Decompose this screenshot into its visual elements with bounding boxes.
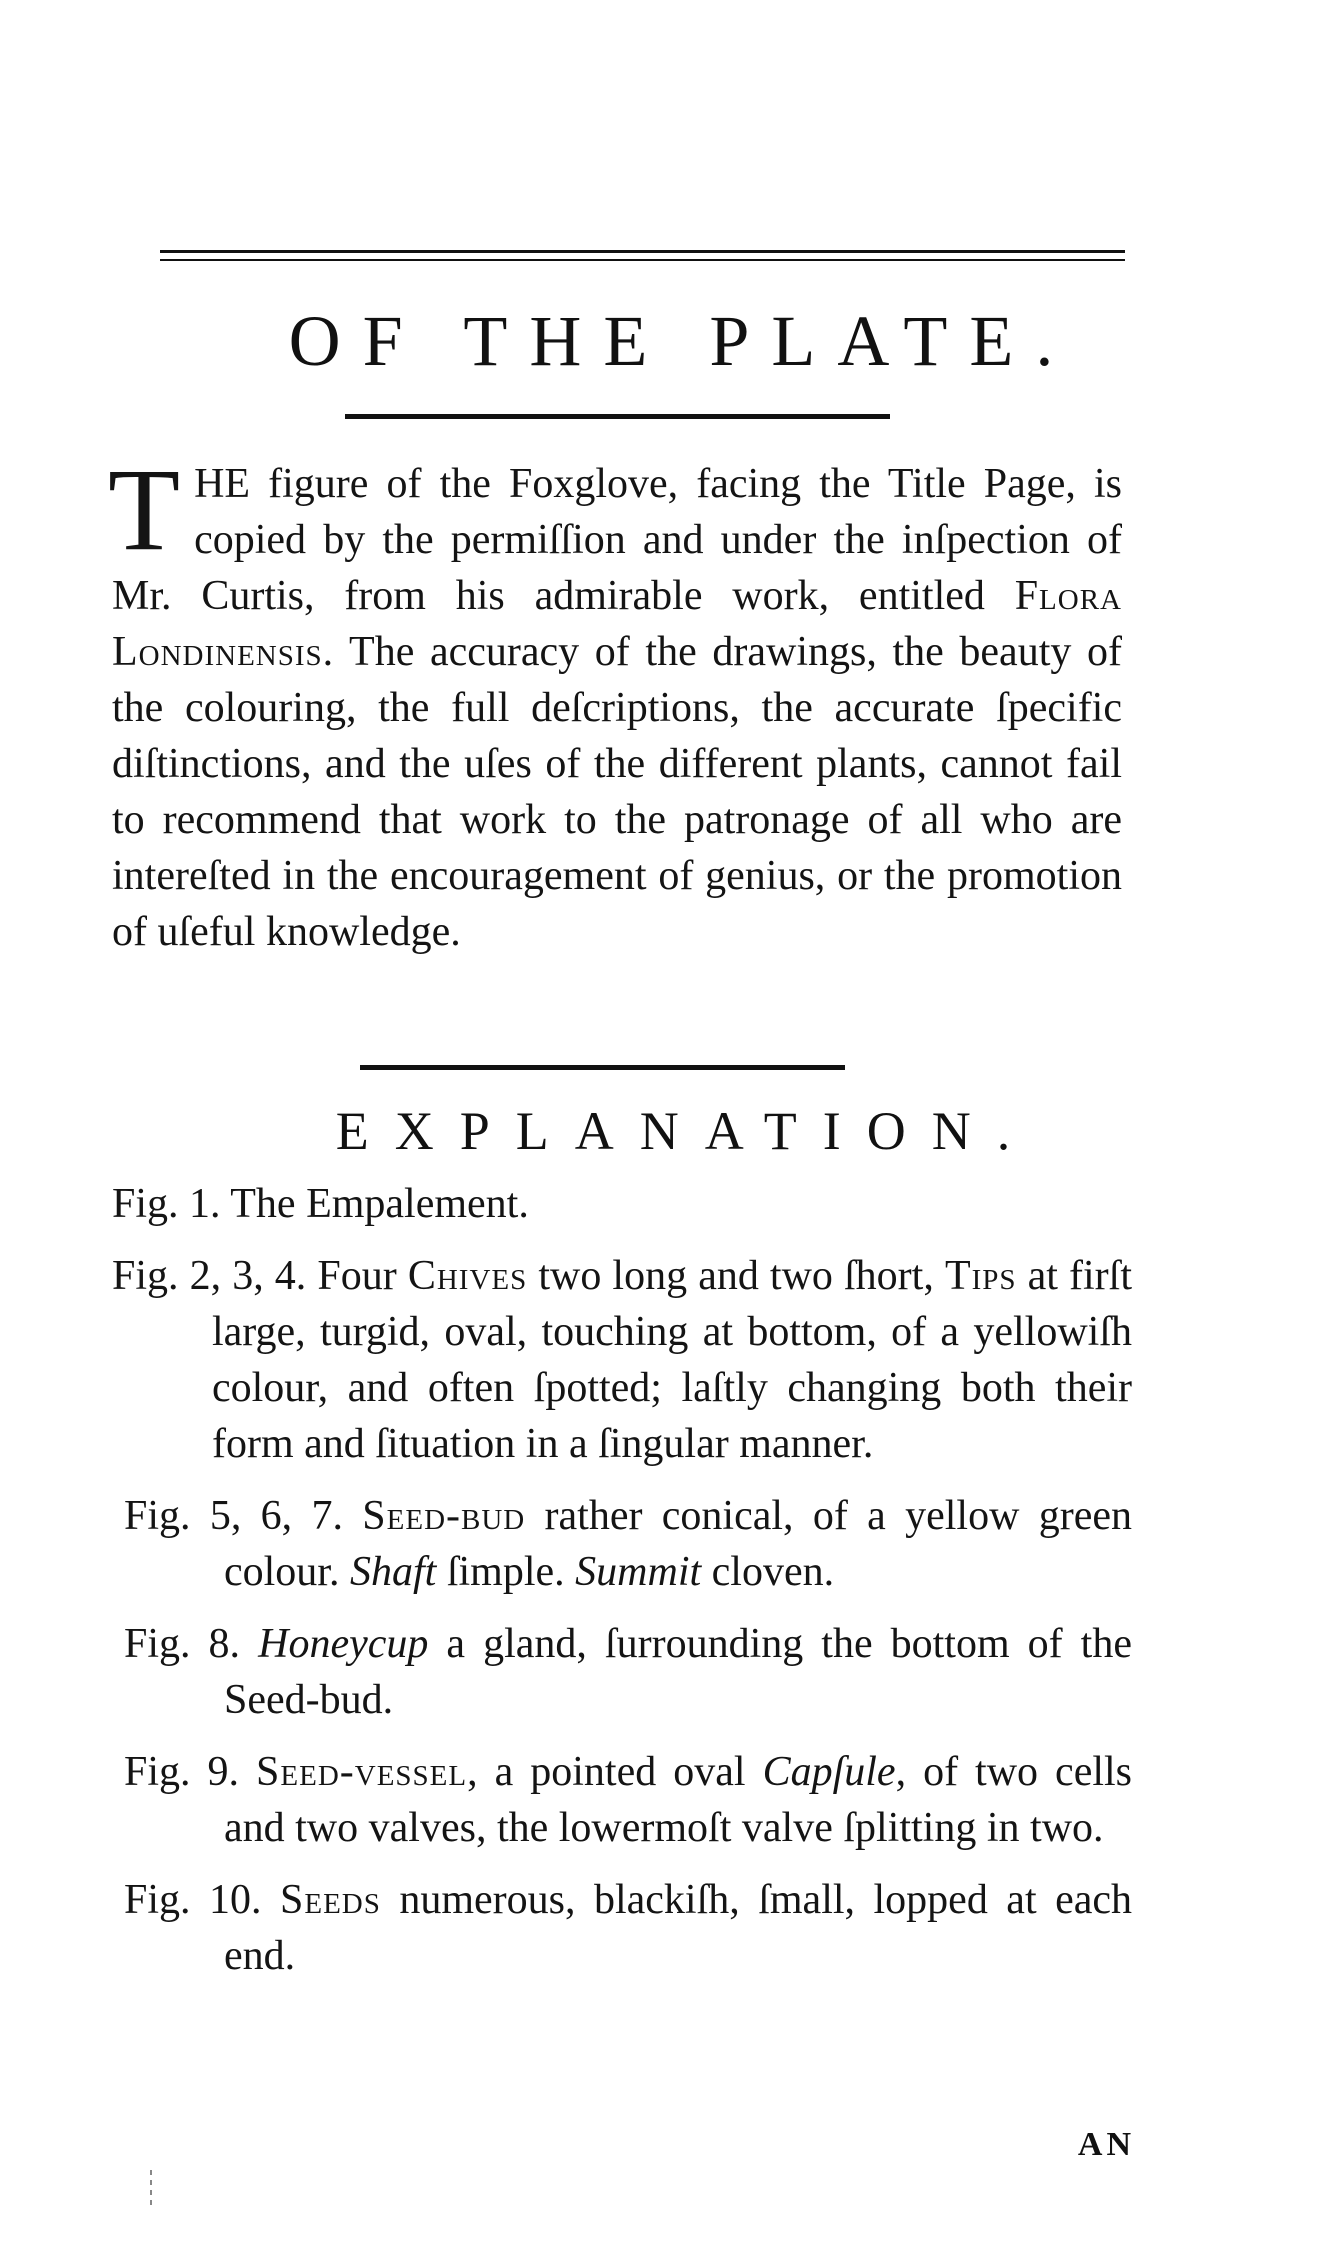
explanation-heading: EXPLANATION. [335, 1101, 1037, 1161]
figure-term: Seed-vessel [256, 1749, 468, 1795]
figure-text: numerous, blackiſh, ſmall, lopped at each end. [224, 1877, 1133, 1979]
drop-cap: T [108, 444, 181, 575]
work-title: Flora Londinensis. [112, 573, 1122, 675]
figure-label: Fig. 1. [112, 1181, 221, 1227]
figure-italic-term: Honeycup [258, 1621, 429, 1667]
title-rule [345, 414, 890, 419]
figure-term: Seeds [280, 1877, 381, 1923]
section-rule [360, 1065, 845, 1070]
figure-list [112, 1176, 1132, 2000]
figure-text: two long and two ſhort, [527, 1253, 945, 1299]
header-double-rule [160, 250, 1125, 264]
figure-label: Fig. 8. [124, 1621, 241, 1667]
figure-italic-term: Summit [575, 1549, 702, 1595]
figure-entry-6 [112, 1872, 1132, 1984]
margin-mark [150, 2170, 152, 2210]
figure-label: Fig. 9. [124, 1749, 240, 1795]
figure-label: Fig. 10. [124, 1877, 262, 1923]
figure-text: Four [317, 1253, 408, 1299]
figure-text: , a pointed oval [467, 1749, 763, 1795]
figure-label: Fig. 2, 3, 4. [112, 1253, 307, 1299]
figure-term: Tips [944, 1253, 1017, 1299]
figure-text: cloven. [701, 1549, 835, 1595]
figure-text: rather conical, of a yellow green colour. [224, 1493, 1132, 1595]
figure-text: The Empalement. [230, 1181, 529, 1227]
intro-text-2: The accuracy of the drawings, the beauty of the colouring, the full deſcriptions, the accurate ſpecific diſtinctions, and the uſes of the different plants, cannot fail to recommend that work to the patronage of all who are intereſted in the encouragement of genius, or the promotion of uſeful knowledge. [112, 629, 1122, 955]
intro-text-1: HE figure of the Foxglove, facing the Title Page, is copied by the permiſſion and under the inſpection of Mr. Curtis, from his admirable work, entitled [112, 461, 1122, 619]
page-title: OF THE PLATE. [288, 301, 1076, 381]
figure-entry-5 [112, 1744, 1132, 1856]
figure-text: , of two cells and two valves, the lowermoſt valve ſplitting in two. [224, 1749, 1133, 1851]
figure-italic-term: Capſule [762, 1749, 896, 1795]
figure-italic-term: Shaft [349, 1549, 437, 1595]
figure-entry-4 [112, 1616, 1132, 1728]
figure-entry-2 [112, 1248, 1132, 1472]
figure-entry-1 [112, 1176, 1132, 1232]
catchword: AN [1077, 2126, 1135, 2163]
figure-text: at firſt large, turgid, oval, touching at bottom, of a yellowiſh colour, and often ſpotted; laſtly changing both their form and ſituation in a ſingular manner. [212, 1253, 1132, 1467]
figure-text: ſimple. [436, 1549, 576, 1595]
figure-text: a gland, ſurrounding the bottom of the Seed-bud. [224, 1621, 1132, 1723]
figure-entry-3 [112, 1488, 1132, 1600]
figure-term: Seed-bud [362, 1493, 526, 1539]
figure-label: Fig. 5, 6, 7. [124, 1493, 343, 1539]
figure-term: Chives [407, 1253, 528, 1299]
intro-paragraph [108, 444, 1122, 960]
